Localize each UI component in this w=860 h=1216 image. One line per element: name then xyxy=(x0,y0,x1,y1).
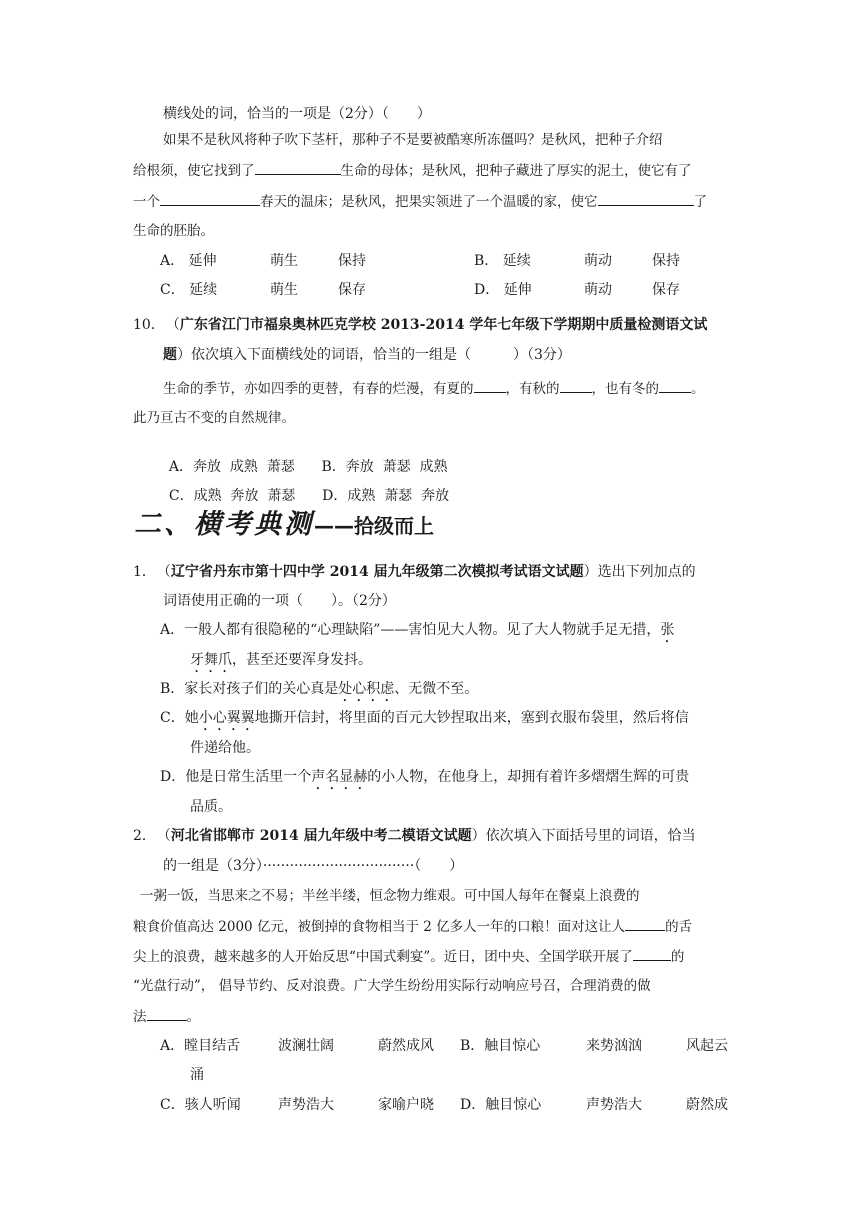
blank-3 xyxy=(147,1006,187,1021)
blank-2 xyxy=(560,378,592,393)
q10-passage-line-1: 生命的季节，亦如四季的更替，有春的烂漫，有夏的 ，有秋的 ，也有冬的 。 xyxy=(163,378,705,399)
s2-option-c[interactable]: C．骇人听闻 声势浩大 家喻户晓 xyxy=(160,1097,434,1113)
question-number: 10． xyxy=(133,317,165,333)
s2-line-2: 的一组是（3分）··································（ ） xyxy=(163,858,464,874)
s2-passage-line-4: “光盘行动”， 倡导节约、反对浪费。广大学生纷纷用实际行动响应号召，合理消费的做 xyxy=(133,978,651,994)
q9-stem-tail: 横线处的词，恰当的一项是（2分）（ ） xyxy=(163,106,431,122)
s1-option-d-cont: 品质。 xyxy=(190,799,232,815)
s2-option-d[interactable]: D．触目惊心 声势浩大 蔚然成 xyxy=(460,1097,728,1113)
section-heading xyxy=(134,502,434,541)
q10-line-2: 题）依次填入下面横线处的词语，恰当的一组是（ ）（3分） xyxy=(163,347,571,363)
q9-option-c[interactable]: C． 延续 萌生 保存 xyxy=(160,282,366,298)
s2-passage-line-3: 尖上的浪费，越来越多的人开始反思“中国式剩宴”。近日，团中央、全国学联开展了 的 xyxy=(133,946,684,967)
s2-line-1: 2． （河北省邯郸市 2014 届九年级中考二模语文试题）依次填入下面括号里的词语，恰当 xyxy=(133,828,696,844)
blank-3 xyxy=(659,378,691,393)
blank-1 xyxy=(474,378,506,393)
s2-passage-line-5: 法 。 xyxy=(133,1006,200,1027)
s1-line-1: 1． （辽宁省丹东市第十四中学 2014 届九年级第二次模拟考试语文试题）选出下列加点的 xyxy=(133,564,696,580)
blank-1 xyxy=(255,160,341,175)
s1-option-a[interactable]: A．一般人都有很隐秘的“心理缺陷”——害怕见大人物。见了大人物就手足无措，张 xyxy=(160,622,675,638)
section-subtitle: ——拾级而上 xyxy=(314,514,434,538)
s1-option-c-cont: 件递给他。 xyxy=(190,740,260,756)
q9-option-a[interactable]: A． 延伸 萌生 保持 xyxy=(160,253,366,269)
q9-option-d[interactable]: D． 延伸 萌动 保存 xyxy=(474,282,680,298)
q9-passage-line-4: 生命的胚胎。 xyxy=(133,223,214,239)
blank-2 xyxy=(633,946,671,961)
question-source: 辽宁省丹东市第十四中学 2014 届九年级第二次模拟考试语文试题 xyxy=(170,564,584,580)
s2-option-b-wrap: 涌 xyxy=(190,1067,204,1083)
q10-passage-line-2: 此乃亘古不变的自然规律。 xyxy=(133,410,295,426)
s2-option-a[interactable]: A．瞠目结舌 波澜壮阔 蔚然成风 xyxy=(160,1038,434,1054)
q10-options-row-1[interactable]: A．奔放 成熟 萧瑟 B．奔放 萧瑟 成熟 xyxy=(168,459,448,475)
question-number: 1． xyxy=(133,564,156,580)
q9-passage-line-3: 一个 春天的温床；是秋风，把果实领进了一个温暖的家，使它 了 xyxy=(133,191,707,212)
s2-option-b[interactable]: B．触目惊心 来势汹汹 风起云 xyxy=(460,1038,728,1054)
blank-3 xyxy=(598,191,694,206)
question-source: 广东省江门市福泉奥林匹克学校 2013-2014 学年七年级下学期期中质量检测语文试 xyxy=(179,317,708,333)
s1-option-d[interactable]: D．他是日常生活里一个声名显赫的小人物，在他身上，却拥有着许多熠熠生辉的可贵 xyxy=(160,769,690,785)
question-number: 2． xyxy=(133,828,156,844)
s1-option-c[interactable]: C．她小心翼翼地撕开信封，将里面的百元大钞捏取出来，塞到衣服布袋里，然后将信 xyxy=(160,710,689,726)
q9-passage-line-1: 如果不是秋风将种子吹下茎杆，那种子不是要被酷寒所冻僵吗？是秋风，把种子介绍 xyxy=(163,132,663,148)
s1-option-a-cont: 牙舞爪，甚至还要浑身发抖。 xyxy=(190,652,372,668)
q10-line-1: 10． （广东省江门市福泉奥林匹克学校 2013-2014 学年七年级下学期期中质量检测语文试 xyxy=(133,317,708,333)
s2-passage-line-2: 粮食价值高达 2000 亿元，被倒掉的食物相当于 2 亿多人一年的口粮！面对这让人 的舌 xyxy=(133,916,692,937)
blank-2 xyxy=(160,191,260,206)
q9-passage-line-2: 给根须，使它找到了 生命的母体；是秋风，把种子藏进了厚实的泥土，使它有了 xyxy=(133,160,692,181)
question-source: 河北省邯郸市 2014 届九年级中考二模语文试题 xyxy=(170,828,472,844)
section-title: 二、横考典测 xyxy=(134,509,314,540)
q9-option-b[interactable]: B． 延续 萌动 保持 xyxy=(474,253,680,269)
q10-options-row-2[interactable]: C．成熟 奔放 萧瑟 D．成熟 萧瑟 奔放 xyxy=(168,488,450,504)
s1-line-2: 词语使用正确的一项（ ）。（2分） xyxy=(163,593,396,609)
s2-passage-line-1: 一粥一饭，当思来之不易；半丝半缕，恒念物力维艰。可中国人每年在餐桌上浪费的 xyxy=(140,888,640,904)
blank-1 xyxy=(625,916,665,931)
s1-option-b[interactable]: B．家长对孩子们的关心真是处心积虑、无微不至。 xyxy=(160,681,479,697)
